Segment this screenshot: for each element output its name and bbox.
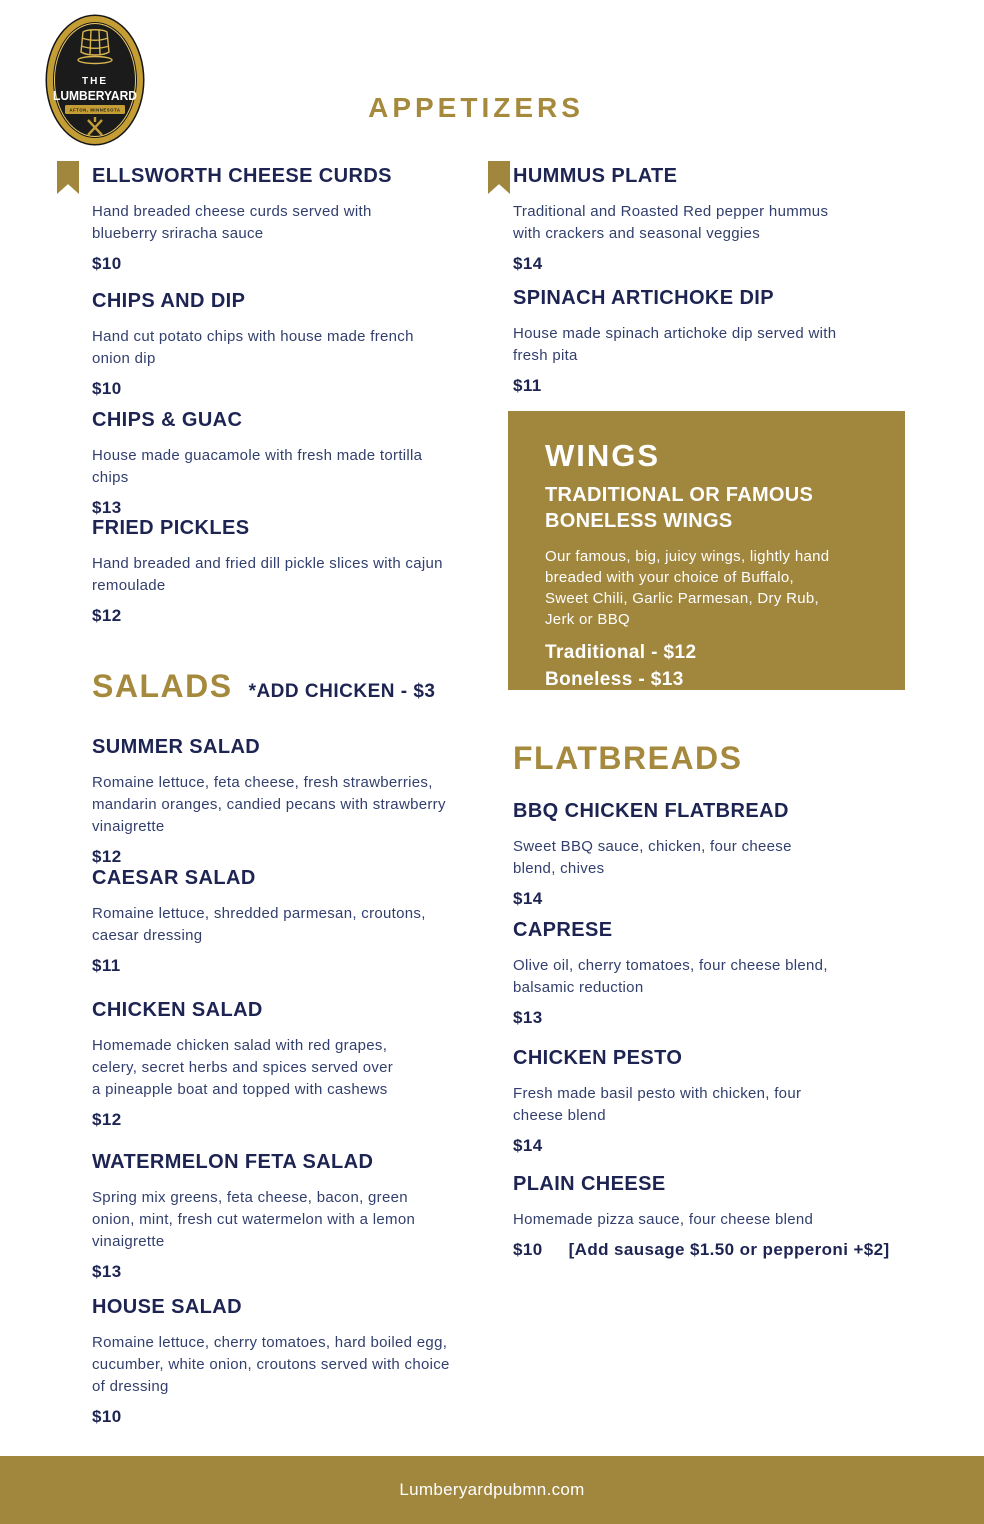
salads-section-heading <box>92 668 435 705</box>
menu-item-fried-pickles <box>92 516 492 626</box>
item-price: $14 <box>513 1136 543 1155</box>
menu-item-chicken-salad <box>92 998 484 1130</box>
menu-item-chicken-pesto <box>513 1046 913 1156</box>
bookmark-icon <box>57 161 79 194</box>
item-price: $10 <box>92 379 122 398</box>
flatbreads-heading-text: FLATBREADS <box>513 740 743 776</box>
menu-item-caesar-salad <box>92 866 484 976</box>
wings-description: Our famous, big, juicy wings, lightly hand breaded with your choice of Buffalo, Sweet Chili, Garlic Parmesan, Dry Rub, Jerk or BBQ <box>545 548 830 628</box>
logo-name-text: LUMBERYARD <box>53 88 137 103</box>
item-description: Hand breaded cheese curds served with blueberry sriracha sauce <box>92 203 372 242</box>
item-description: Hand cut potato chips with house made french onion dip <box>92 328 414 367</box>
wings-title: WINGS <box>545 438 661 473</box>
item-name: CHICKEN PESTO <box>513 1047 683 1069</box>
item-name: SUMMER SALAD <box>92 736 261 758</box>
item-name: FRIED PICKLES <box>92 517 250 539</box>
item-description: Fresh made basil pesto with chicken, four cheese blend <box>513 1085 802 1124</box>
item-description: Olive oil, cherry tomatoes, four cheese blend, balsamic reduction <box>513 957 828 996</box>
menu-item-caprese <box>513 918 913 1028</box>
item-price: $10 <box>513 1240 543 1259</box>
item-price: $11 <box>92 956 121 975</box>
item-price-note: [Add sausage $1.50 or pepperoni +$2] <box>568 1240 890 1259</box>
lumberyard-logo <box>45 14 145 146</box>
item-description: Romaine lettuce, shredded parmesan, croutons, caesar dressing <box>92 905 426 944</box>
item-price: $10 <box>92 254 122 273</box>
menu-item-chips-and-dip <box>92 289 484 399</box>
item-name: CHIPS & GUAC <box>92 409 243 431</box>
item-description: House made spinach artichoke dip served with fresh pita <box>513 325 837 364</box>
menu-item-ellsworth-cheese-curds <box>92 164 484 274</box>
logo-the-text: THE <box>82 76 108 87</box>
footer-website-link[interactable]: Lumberyardpubmn.com <box>399 1480 585 1499</box>
item-price: $13 <box>513 1008 543 1027</box>
item-description: Spring mix greens, feta cheese, bacon, green onion, mint, fresh cut watermelon with a lemon vinaigrette <box>92 1189 416 1250</box>
item-price: $13 <box>92 1262 122 1281</box>
wings-callout-box <box>508 411 905 690</box>
menu-item-house-salad <box>92 1295 484 1427</box>
wings-traditional-price: Traditional - $12 <box>545 642 697 663</box>
item-description: Sweet BBQ sauce, chicken, four cheese blend, chives <box>513 838 792 877</box>
flatbreads-section-heading <box>513 740 743 777</box>
wings-subtitle: TRADITIONAL OR FAMOUS BONELESS WINGS <box>545 484 814 532</box>
salads-heading-text: SALADS <box>92 668 233 704</box>
logo-location-text: AFTON, MINNESOTA <box>69 107 121 113</box>
item-name: WATERMELON FETA SALAD <box>92 1151 374 1173</box>
item-price: $12 <box>92 1110 122 1129</box>
item-price: $13 <box>92 498 122 517</box>
item-name: HOUSE SALAD <box>92 1296 242 1318</box>
menu-item-chips-and-guac <box>92 408 484 518</box>
menu-item-bbq-chicken-flatbread <box>513 799 913 909</box>
item-name: BBQ CHICKEN FLATBREAD <box>513 800 789 822</box>
item-name: CAPRESE <box>513 919 613 941</box>
item-description: Traditional and Roasted Red pepper hummus with crackers and seasonal veggies <box>513 203 829 242</box>
item-name: CHICKEN SALAD <box>92 999 263 1021</box>
item-price: $12 <box>92 606 122 625</box>
item-price: $14 <box>513 889 543 908</box>
item-name: PLAIN CHEESE <box>513 1173 666 1195</box>
item-description: Homemade chicken salad with red grapes, celery, secret herbs and spices served over a pineapple boat and topped with cashews <box>92 1037 394 1098</box>
menu-item-spinach-artichoke-dip <box>513 286 913 396</box>
item-description: Homemade pizza sauce, four cheese blend <box>513 1211 814 1228</box>
menu-item-summer-salad <box>92 735 484 867</box>
item-price: $10 <box>92 1407 122 1426</box>
item-name: CAESAR SALAD <box>92 867 256 889</box>
item-price: $12 <box>92 847 122 866</box>
page-title: APPETIZERS <box>368 92 584 123</box>
item-name: SPINACH ARTICHOKE DIP <box>513 287 775 309</box>
item-description: Hand breaded and fried dill pickle slices with cajun remoulade <box>92 555 443 594</box>
item-name: CHIPS AND DIP <box>92 290 246 312</box>
bookmark-icon <box>488 161 510 194</box>
menu-item-hummus-plate <box>513 164 913 274</box>
item-price-row <box>513 1240 923 1260</box>
item-name: ELLSWORTH CHEESE CURDS <box>92 165 392 187</box>
wings-boneless-price: Boneless - $13 <box>545 669 684 690</box>
item-description: Romaine lettuce, feta cheese, fresh strawberries, mandarin oranges, candied pecans with strawberry vinaigrette <box>92 774 446 835</box>
item-name: HUMMUS PLATE <box>513 165 678 187</box>
item-description: Romaine lettuce, cherry tomatoes, hard boiled egg, cucumber, white onion, croutons served with choice of dressing <box>92 1334 450 1395</box>
menu-item-plain-cheese <box>513 1172 923 1260</box>
item-price: $14 <box>513 254 543 273</box>
footer-band <box>0 1456 984 1524</box>
menu-item-watermelon-feta-salad <box>92 1150 484 1282</box>
item-price: $11 <box>513 376 542 395</box>
item-description: House made guacamole with fresh made tortilla chips <box>92 447 423 486</box>
salads-add-chicken-note: *ADD CHICKEN - $3 <box>248 681 436 702</box>
